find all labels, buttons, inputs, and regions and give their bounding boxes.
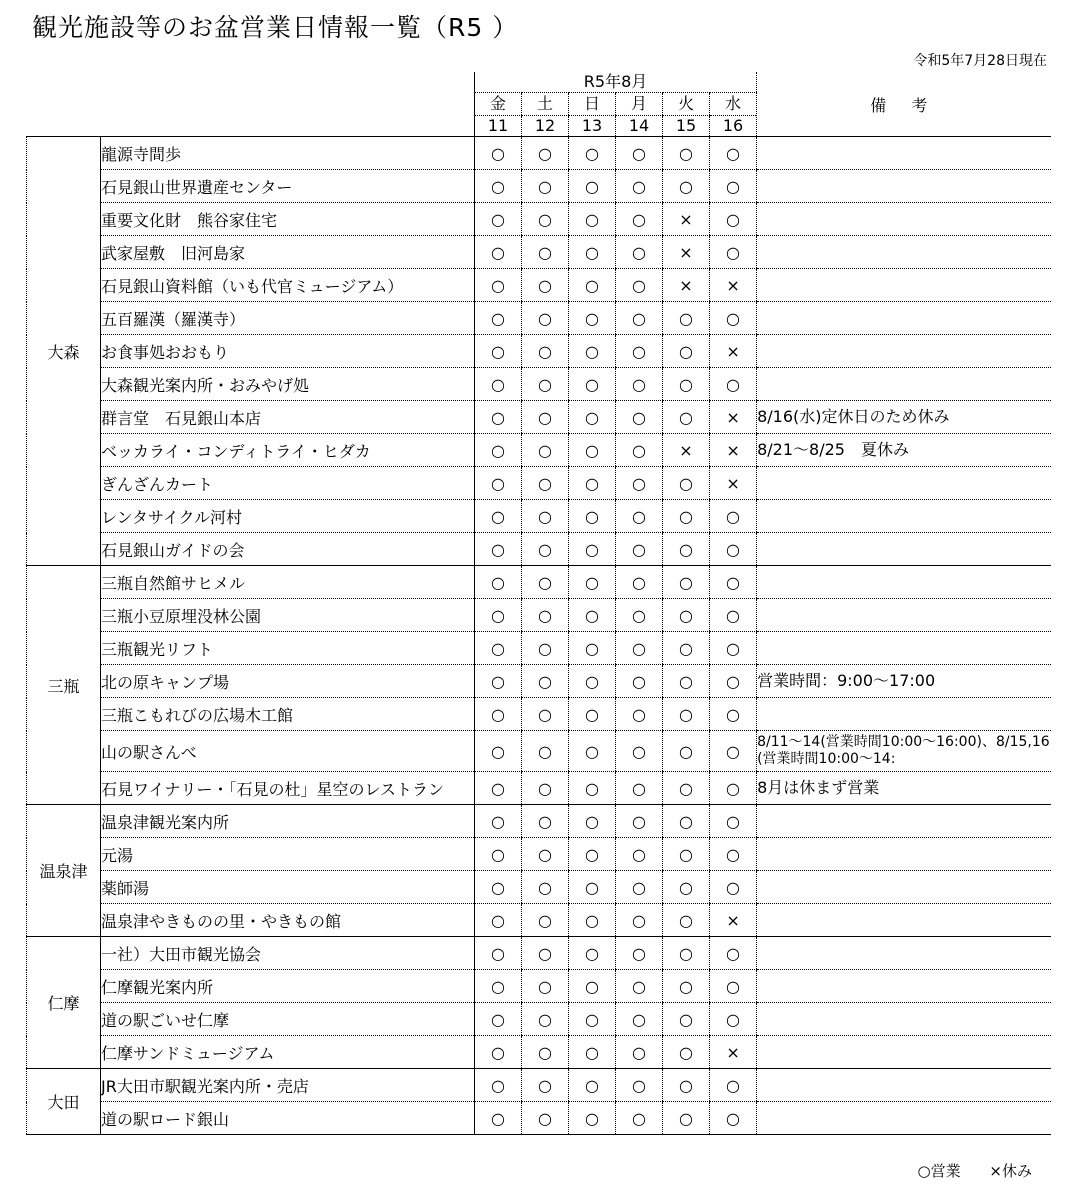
facility-name: 三瓶こもれびの広場木工館 xyxy=(101,698,475,731)
open-mark: ○ xyxy=(710,1102,757,1135)
open-mark: ○ xyxy=(569,665,616,698)
open-mark: ○ xyxy=(616,566,663,599)
open-mark: ○ xyxy=(475,1069,522,1102)
facility-name: 山の駅さんべ xyxy=(101,731,475,772)
open-mark: ○ xyxy=(710,937,757,970)
open-mark: ○ xyxy=(475,335,522,368)
open-mark: ○ xyxy=(663,937,710,970)
open-mark: ○ xyxy=(569,137,616,170)
open-mark: ○ xyxy=(710,731,757,772)
open-mark: ○ xyxy=(616,698,663,731)
open-mark: ○ xyxy=(663,302,710,335)
open-mark: ○ xyxy=(616,599,663,632)
header-day: 11 xyxy=(475,116,522,137)
header-dow: 月 xyxy=(616,93,663,116)
open-mark: ○ xyxy=(569,434,616,467)
open-mark: ○ xyxy=(663,1102,710,1135)
open-mark: ○ xyxy=(616,632,663,665)
open-mark: ○ xyxy=(569,1102,616,1135)
open-mark: ○ xyxy=(522,904,569,937)
table-row xyxy=(27,838,1051,871)
legend-open: ○営業 xyxy=(917,1162,961,1180)
open-mark: ○ xyxy=(522,632,569,665)
open-mark: ○ xyxy=(710,170,757,203)
remark xyxy=(757,599,1051,632)
open-mark: ○ xyxy=(663,368,710,401)
remark xyxy=(757,302,1051,335)
open-mark: ○ xyxy=(569,533,616,566)
closed-mark: × xyxy=(663,269,710,302)
table-row xyxy=(27,632,1051,665)
open-mark: ○ xyxy=(522,434,569,467)
open-mark: ○ xyxy=(522,269,569,302)
open-mark: ○ xyxy=(475,533,522,566)
open-mark: ○ xyxy=(710,632,757,665)
remark xyxy=(757,269,1051,302)
facility-name: 五百羅漢（羅漢寺） xyxy=(101,302,475,335)
remark xyxy=(757,1003,1051,1036)
facility-name: レンタサイクル河村 xyxy=(101,500,475,533)
open-mark: ○ xyxy=(475,632,522,665)
open-mark: ○ xyxy=(616,665,663,698)
open-mark: ○ xyxy=(710,838,757,871)
open-mark: ○ xyxy=(475,970,522,1003)
open-mark: ○ xyxy=(663,401,710,434)
remark xyxy=(757,871,1051,904)
open-mark: ○ xyxy=(616,368,663,401)
facility-name: 三瓶小豆原埋没林公園 xyxy=(101,599,475,632)
header-day: 15 xyxy=(663,116,710,137)
open-mark: ○ xyxy=(663,904,710,937)
header-dow: 水 xyxy=(710,93,757,116)
remark xyxy=(757,632,1051,665)
open-mark: ○ xyxy=(616,838,663,871)
closed-mark: × xyxy=(710,335,757,368)
open-mark: ○ xyxy=(569,401,616,434)
open-mark: ○ xyxy=(475,500,522,533)
table-row xyxy=(27,170,1051,203)
open-mark: ○ xyxy=(522,871,569,904)
open-mark: ○ xyxy=(616,401,663,434)
open-mark: ○ xyxy=(569,368,616,401)
open-mark: ○ xyxy=(522,937,569,970)
open-mark: ○ xyxy=(616,170,663,203)
open-mark: ○ xyxy=(475,665,522,698)
open-mark: ○ xyxy=(710,1069,757,1102)
facility-name: 温泉津観光案内所 xyxy=(101,805,475,838)
open-mark: ○ xyxy=(475,805,522,838)
open-mark: ○ xyxy=(569,731,616,772)
open-mark: ○ xyxy=(710,533,757,566)
open-mark: ○ xyxy=(710,599,757,632)
open-mark: ○ xyxy=(522,401,569,434)
open-mark: ○ xyxy=(522,1102,569,1135)
open-mark: ○ xyxy=(616,871,663,904)
open-mark: ○ xyxy=(663,805,710,838)
facility-name: 道の駅ロード銀山 xyxy=(101,1102,475,1135)
table-row xyxy=(27,871,1051,904)
business-days-table xyxy=(26,72,1051,1135)
header-dow: 金 xyxy=(475,93,522,116)
facility-name: 北の原キャンプ場 xyxy=(101,665,475,698)
closed-mark: × xyxy=(710,904,757,937)
facility-name: 仁摩サンドミュージアム xyxy=(101,1036,475,1069)
open-mark: ○ xyxy=(522,137,569,170)
open-mark: ○ xyxy=(522,970,569,1003)
open-mark: ○ xyxy=(569,302,616,335)
open-mark: ○ xyxy=(475,698,522,731)
open-mark: ○ xyxy=(710,772,757,805)
closed-mark: × xyxy=(663,434,710,467)
facility-name: 仁摩観光案内所 xyxy=(101,970,475,1003)
facility-name: 武家屋敷 旧河島家 xyxy=(101,236,475,269)
open-mark: ○ xyxy=(569,838,616,871)
open-mark: ○ xyxy=(616,203,663,236)
closed-mark: × xyxy=(710,434,757,467)
open-mark: ○ xyxy=(616,467,663,500)
open-mark: ○ xyxy=(663,467,710,500)
open-mark: ○ xyxy=(475,368,522,401)
facility-name: 一社）大田市観光協会 xyxy=(101,937,475,970)
remark xyxy=(757,937,1051,970)
open-mark: ○ xyxy=(475,871,522,904)
open-mark: ○ xyxy=(663,632,710,665)
open-mark: ○ xyxy=(522,772,569,805)
open-mark: ○ xyxy=(475,1036,522,1069)
open-mark: ○ xyxy=(569,500,616,533)
open-mark: ○ xyxy=(710,302,757,335)
open-mark: ○ xyxy=(522,302,569,335)
header-dow: 土 xyxy=(522,93,569,116)
area-label: 三瓶 xyxy=(27,566,101,805)
open-mark: ○ xyxy=(475,838,522,871)
open-mark: ○ xyxy=(475,599,522,632)
open-mark: ○ xyxy=(616,335,663,368)
open-mark: ○ xyxy=(663,871,710,904)
header-day: 14 xyxy=(616,116,663,137)
open-mark: ○ xyxy=(475,772,522,805)
open-mark: ○ xyxy=(663,1003,710,1036)
area-label: 仁摩 xyxy=(27,937,101,1069)
facility-name: 龍源寺間歩 xyxy=(101,137,475,170)
remark: 8/11～14(営業時間10:00～16:00)、8/15,16(営業時間10:00～14: xyxy=(757,731,1051,772)
open-mark: ○ xyxy=(663,566,710,599)
open-mark: ○ xyxy=(616,1036,663,1069)
open-mark: ○ xyxy=(569,871,616,904)
facility-name: 三瓶観光リフト xyxy=(101,632,475,665)
closed-mark: × xyxy=(710,269,757,302)
remark xyxy=(757,904,1051,937)
remark xyxy=(757,467,1051,500)
open-mark: ○ xyxy=(569,1003,616,1036)
remark xyxy=(757,805,1051,838)
open-mark: ○ xyxy=(616,500,663,533)
closed-mark: × xyxy=(710,401,757,434)
table-row xyxy=(27,302,1051,335)
closed-mark: × xyxy=(710,1036,757,1069)
open-mark: ○ xyxy=(569,269,616,302)
remark xyxy=(757,236,1051,269)
table-row xyxy=(27,599,1051,632)
open-mark: ○ xyxy=(710,665,757,698)
page-title: 観光施設等のお盆営業日情報一覧（R5 ） xyxy=(32,13,519,42)
table-row xyxy=(27,236,1051,269)
open-mark: ○ xyxy=(569,335,616,368)
facility-name: 三瓶自然館サヒメル xyxy=(101,566,475,599)
open-mark: ○ xyxy=(522,500,569,533)
remark: 8月は休まず営業 xyxy=(757,772,1051,805)
table-row xyxy=(27,665,1051,698)
open-mark: ○ xyxy=(522,599,569,632)
open-mark: ○ xyxy=(663,137,710,170)
remark xyxy=(757,533,1051,566)
open-mark: ○ xyxy=(710,137,757,170)
open-mark: ○ xyxy=(569,236,616,269)
open-mark: ○ xyxy=(616,236,663,269)
closed-mark: × xyxy=(663,203,710,236)
open-mark: ○ xyxy=(569,772,616,805)
open-mark: ○ xyxy=(616,937,663,970)
table-row xyxy=(27,434,1051,467)
open-mark: ○ xyxy=(475,904,522,937)
open-mark: ○ xyxy=(475,203,522,236)
open-mark: ○ xyxy=(710,203,757,236)
remark xyxy=(757,1036,1051,1069)
open-mark: ○ xyxy=(616,731,663,772)
open-mark: ○ xyxy=(663,1069,710,1102)
open-mark: ○ xyxy=(569,970,616,1003)
facility-name: 道の駅ごいせ仁摩 xyxy=(101,1003,475,1036)
remark xyxy=(757,698,1051,731)
open-mark: ○ xyxy=(569,632,616,665)
table-row xyxy=(27,1036,1051,1069)
closed-mark: × xyxy=(710,467,757,500)
open-mark: ○ xyxy=(616,269,663,302)
open-mark: ○ xyxy=(475,566,522,599)
open-mark: ○ xyxy=(569,698,616,731)
open-mark: ○ xyxy=(522,838,569,871)
open-mark: ○ xyxy=(522,203,569,236)
closed-mark: × xyxy=(663,236,710,269)
table-row xyxy=(27,335,1051,368)
remark xyxy=(757,566,1051,599)
remark xyxy=(757,1069,1051,1102)
as-of-date: 令和5年7月28日現在 xyxy=(913,53,1047,69)
remark xyxy=(757,838,1051,871)
table-row xyxy=(27,904,1051,937)
open-mark: ○ xyxy=(569,599,616,632)
remark: 営業時間：9:00～17:00 xyxy=(757,665,1051,698)
facility-name: 石見銀山資料館（いも代官ミュージアム） xyxy=(101,269,475,302)
open-mark: ○ xyxy=(522,335,569,368)
open-mark: ○ xyxy=(616,137,663,170)
header-blank xyxy=(27,72,475,137)
facility-name: 群言堂 石見銀山本店 xyxy=(101,401,475,434)
open-mark: ○ xyxy=(616,772,663,805)
table-row xyxy=(27,970,1051,1003)
open-mark: ○ xyxy=(710,1003,757,1036)
open-mark: ○ xyxy=(710,368,757,401)
open-mark: ○ xyxy=(475,170,522,203)
open-mark: ○ xyxy=(616,904,663,937)
open-mark: ○ xyxy=(569,937,616,970)
open-mark: ○ xyxy=(710,805,757,838)
open-mark: ○ xyxy=(569,904,616,937)
open-mark: ○ xyxy=(522,236,569,269)
header-dow: 火 xyxy=(663,93,710,116)
remark: 8/16(水)定休日のため休み xyxy=(757,401,1051,434)
table-row xyxy=(27,269,1051,302)
open-mark: ○ xyxy=(475,1003,522,1036)
remark xyxy=(757,970,1051,1003)
area-label: 大田 xyxy=(27,1069,101,1135)
open-mark: ○ xyxy=(710,970,757,1003)
header-dow: 日 xyxy=(569,93,616,116)
open-mark: ○ xyxy=(663,698,710,731)
remark xyxy=(757,500,1051,533)
open-mark: ○ xyxy=(475,731,522,772)
open-mark: ○ xyxy=(663,665,710,698)
facility-name: 温泉津やきものの里・やきもの館 xyxy=(101,904,475,937)
area-label: 大森 xyxy=(27,137,101,566)
open-mark: ○ xyxy=(569,1069,616,1102)
facility-name: 石見ワイナリー・「石見の杜」星空のレストラン xyxy=(101,772,475,805)
open-mark: ○ xyxy=(616,1069,663,1102)
table-row xyxy=(27,467,1051,500)
remark xyxy=(757,137,1051,170)
header-month: R5年8月 xyxy=(475,72,757,93)
open-mark: ○ xyxy=(663,335,710,368)
open-mark: ○ xyxy=(710,871,757,904)
open-mark: ○ xyxy=(616,1102,663,1135)
open-mark: ○ xyxy=(569,1036,616,1069)
facility-name: 石見銀山ガイドの会 xyxy=(101,533,475,566)
facility-name: 重要文化財 熊谷家住宅 xyxy=(101,203,475,236)
facility-name: ぎんざんカート xyxy=(101,467,475,500)
open-mark: ○ xyxy=(475,434,522,467)
open-mark: ○ xyxy=(522,665,569,698)
facility-name: 元湯 xyxy=(101,838,475,871)
remark xyxy=(757,368,1051,401)
open-mark: ○ xyxy=(663,599,710,632)
open-mark: ○ xyxy=(522,805,569,838)
open-mark: ○ xyxy=(475,937,522,970)
open-mark: ○ xyxy=(663,170,710,203)
open-mark: ○ xyxy=(522,698,569,731)
table-row xyxy=(27,401,1051,434)
open-mark: ○ xyxy=(710,500,757,533)
open-mark: ○ xyxy=(522,1003,569,1036)
open-mark: ○ xyxy=(522,368,569,401)
open-mark: ○ xyxy=(663,970,710,1003)
open-mark: ○ xyxy=(522,1036,569,1069)
remark xyxy=(757,170,1051,203)
open-mark: ○ xyxy=(616,970,663,1003)
header-day: 13 xyxy=(569,116,616,137)
table-row xyxy=(27,203,1051,236)
table-row xyxy=(27,772,1051,805)
remark: 8/21～8/25 夏休み xyxy=(757,434,1051,467)
open-mark: ○ xyxy=(475,236,522,269)
open-mark: ○ xyxy=(616,434,663,467)
header-day: 16 xyxy=(710,116,757,137)
header-remarks: 備 考 xyxy=(757,72,1051,137)
facility-name: 薬師湯 xyxy=(101,871,475,904)
open-mark: ○ xyxy=(710,698,757,731)
open-mark: ○ xyxy=(475,137,522,170)
open-mark: ○ xyxy=(663,1036,710,1069)
remark xyxy=(757,335,1051,368)
open-mark: ○ xyxy=(522,533,569,566)
area-label: 温泉津 xyxy=(27,805,101,937)
legend-closed: ×休み xyxy=(989,1162,1032,1180)
open-mark: ○ xyxy=(616,533,663,566)
open-mark: ○ xyxy=(475,269,522,302)
open-mark: ○ xyxy=(522,731,569,772)
open-mark: ○ xyxy=(475,1102,522,1135)
open-mark: ○ xyxy=(569,805,616,838)
open-mark: ○ xyxy=(522,1069,569,1102)
facility-name: JR大田市駅観光案内所・売店 xyxy=(101,1069,475,1102)
open-mark: ○ xyxy=(569,566,616,599)
table-row xyxy=(27,1069,1051,1102)
open-mark: ○ xyxy=(663,731,710,772)
open-mark: ○ xyxy=(569,467,616,500)
open-mark: ○ xyxy=(616,302,663,335)
legend xyxy=(894,1160,1032,1181)
table-row xyxy=(27,731,1051,772)
open-mark: ○ xyxy=(663,500,710,533)
remark xyxy=(757,1102,1051,1135)
table-row xyxy=(27,1102,1051,1135)
table-row xyxy=(27,500,1051,533)
header-day: 12 xyxy=(522,116,569,137)
open-mark: ○ xyxy=(475,302,522,335)
open-mark: ○ xyxy=(522,170,569,203)
facility-name: 石見銀山世界遺産センター xyxy=(101,170,475,203)
facility-name: ベッカライ・コンディトライ・ヒダカ xyxy=(101,434,475,467)
table-row xyxy=(27,137,1051,170)
open-mark: ○ xyxy=(710,566,757,599)
facility-name: 大森観光案内所・おみやげ処 xyxy=(101,368,475,401)
open-mark: ○ xyxy=(663,838,710,871)
table-row xyxy=(27,533,1051,566)
open-mark: ○ xyxy=(616,805,663,838)
open-mark: ○ xyxy=(522,566,569,599)
facility-name: お食事処おおもり xyxy=(101,335,475,368)
table-row xyxy=(27,566,1051,599)
open-mark: ○ xyxy=(522,467,569,500)
open-mark: ○ xyxy=(663,533,710,566)
open-mark: ○ xyxy=(616,1003,663,1036)
open-mark: ○ xyxy=(663,772,710,805)
table-row xyxy=(27,805,1051,838)
open-mark: ○ xyxy=(475,467,522,500)
open-mark: ○ xyxy=(569,203,616,236)
table-row xyxy=(27,937,1051,970)
remark xyxy=(757,203,1051,236)
table-row xyxy=(27,368,1051,401)
open-mark: ○ xyxy=(475,401,522,434)
table-row xyxy=(27,698,1051,731)
open-mark: ○ xyxy=(569,170,616,203)
open-mark: ○ xyxy=(710,236,757,269)
table-row xyxy=(27,1003,1051,1036)
